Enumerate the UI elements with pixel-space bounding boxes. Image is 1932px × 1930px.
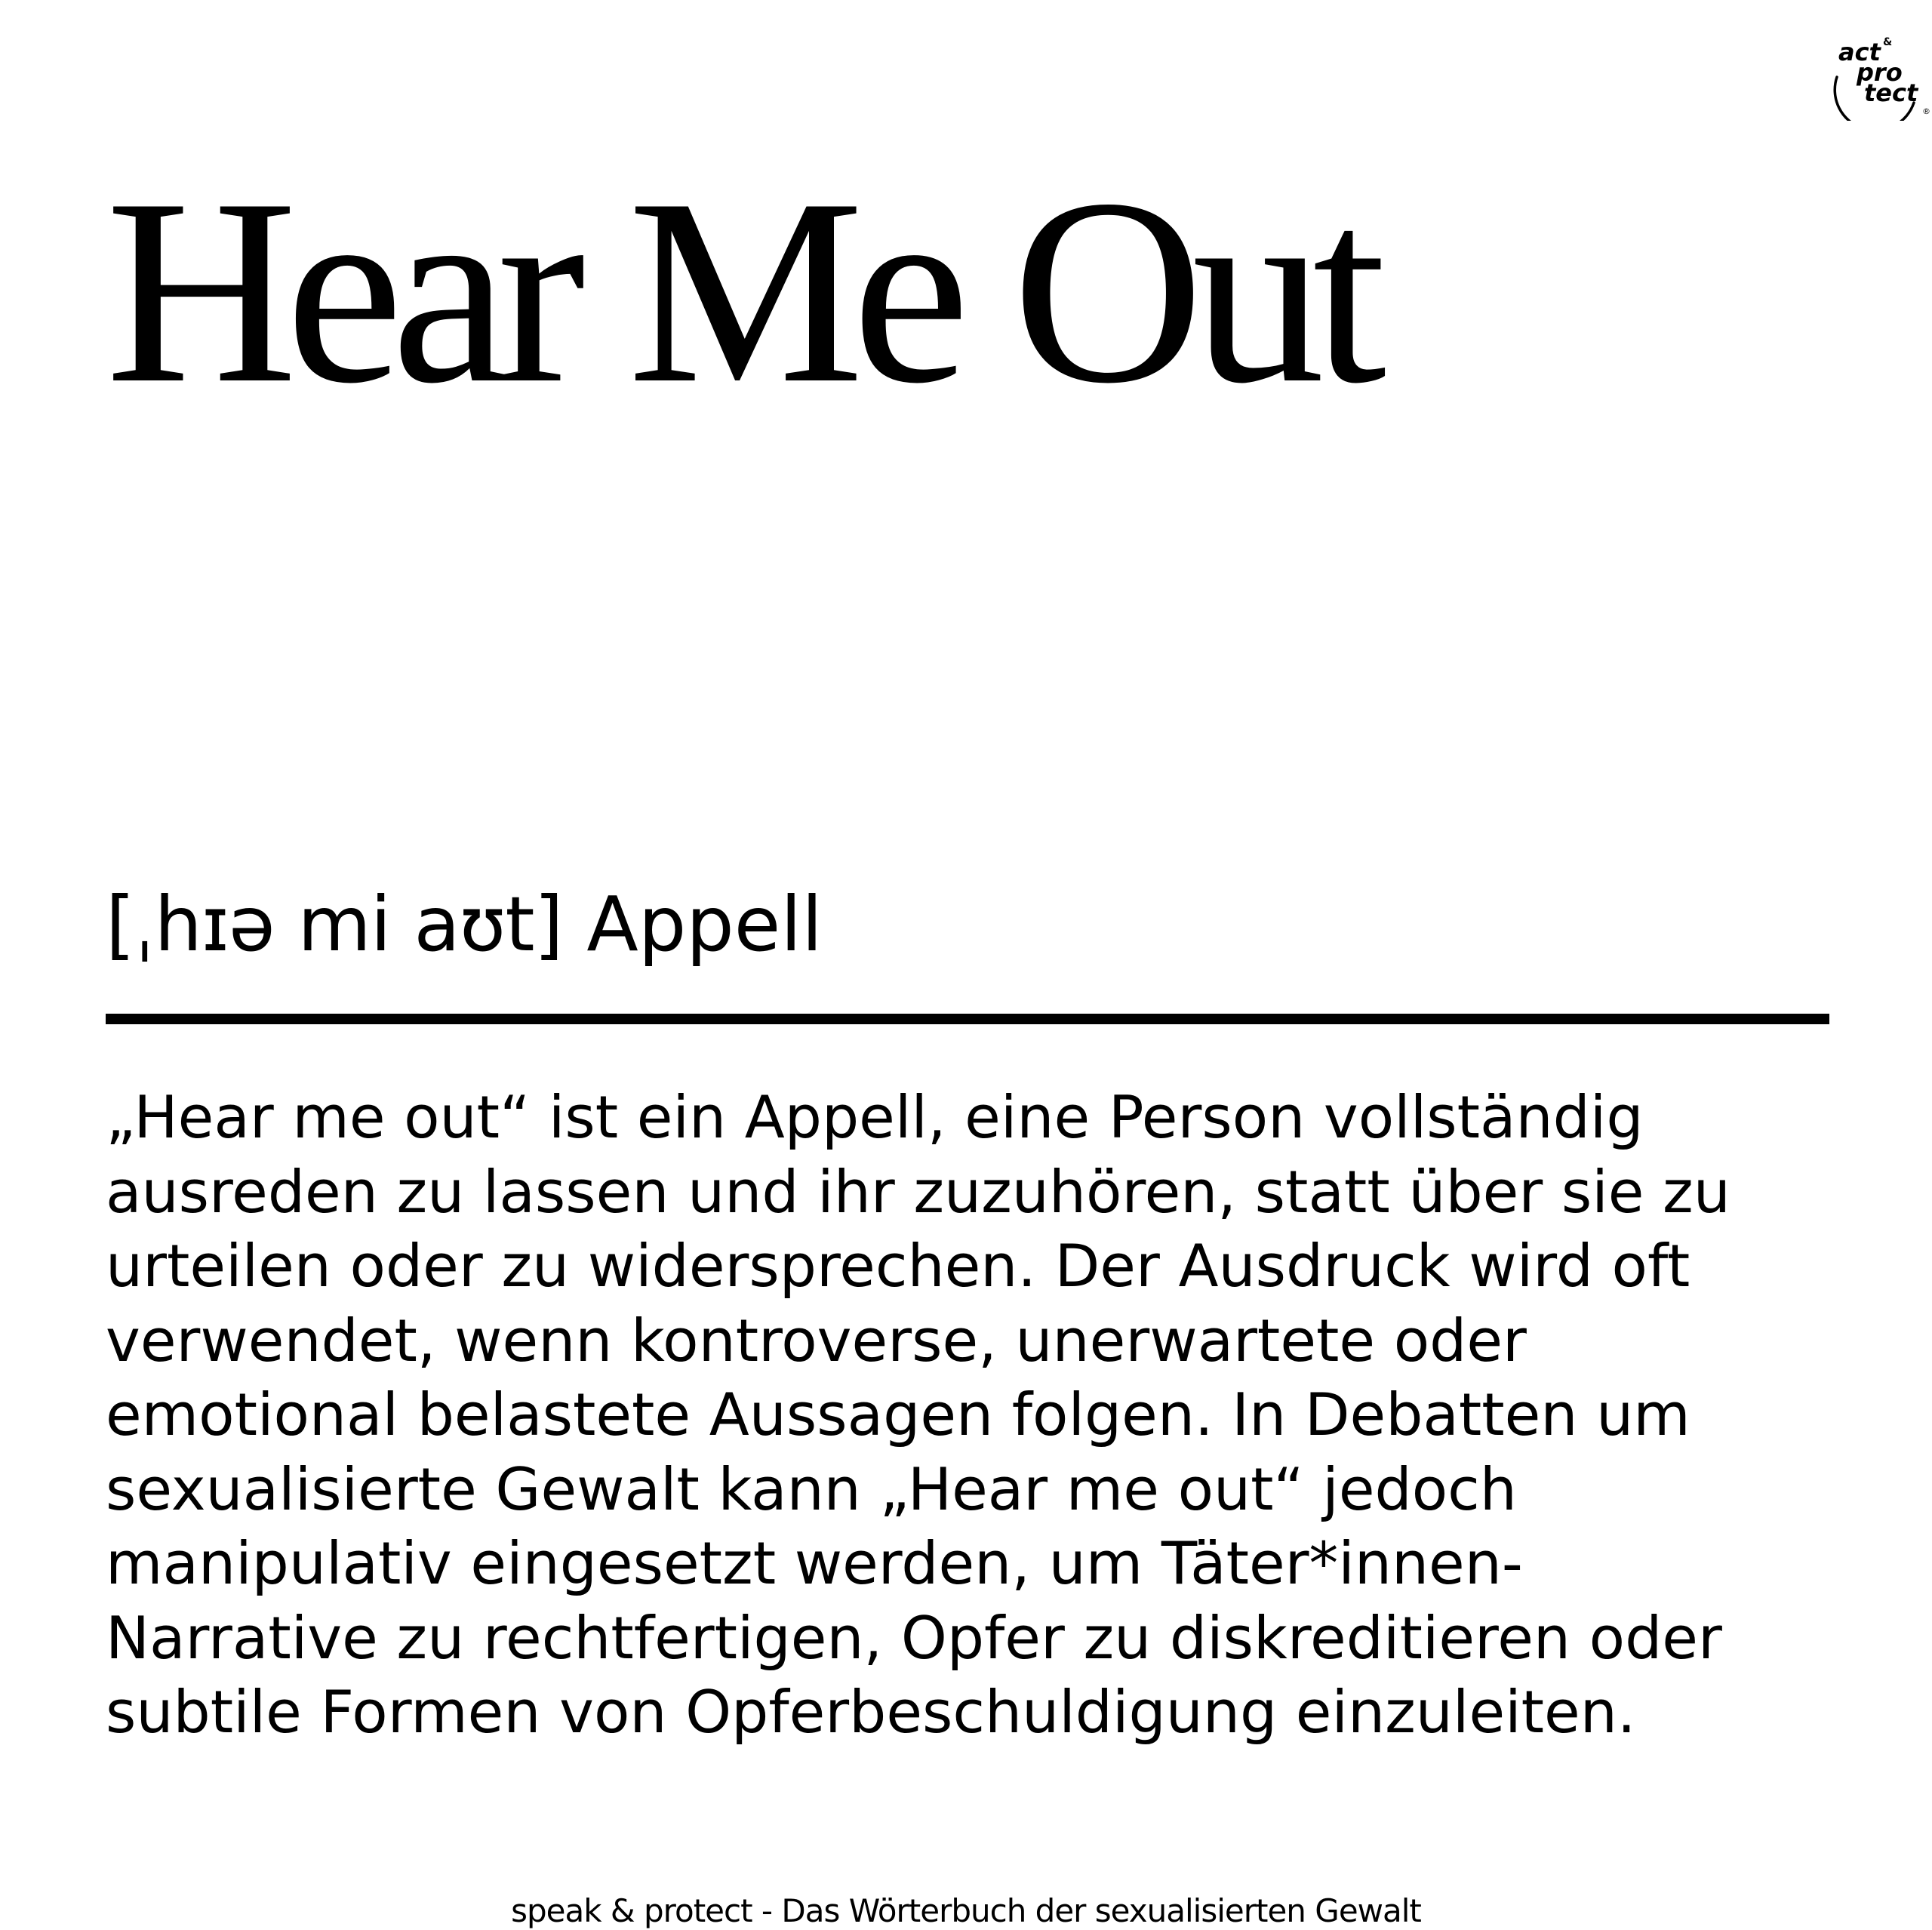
act-and-protect-logo <box>1825 30 1932 121</box>
definition-line: emotional belastete Aussagen folgen. In Debatten um <box>106 1381 1690 1449</box>
divider-rule <box>106 1014 1829 1024</box>
definition-line: manipulativ eingesetzt werden, um Täter*innen- <box>106 1530 1523 1598</box>
definition-text <box>106 1081 1841 1750</box>
definition-line: sexualisierte Gewalt kann „Hear me out“ jedoch <box>106 1455 1517 1524</box>
definition-line: urteilen oder zu widersprechen. Der Ausdruck wird oft <box>106 1233 1690 1301</box>
definition-line: Narrative zu rechtfertigen, Opfer zu diskreditieren oder <box>106 1604 1722 1673</box>
svg-text:&: & <box>1883 36 1893 48</box>
svg-text:®: ® <box>1922 106 1930 116</box>
definition-line: „Hear me out“ ist ein Appell, eine Person vollständig <box>106 1084 1644 1152</box>
svg-text:pro: pro <box>1857 58 1903 87</box>
word-class: Appell <box>586 880 823 968</box>
definition-line: subtile Formen von Opferbeschuldigung einzuleiten. <box>106 1679 1636 1747</box>
pronunciation: [ˌhɪə mi aʊt] <box>106 880 563 968</box>
footer-caption: speak & protect - Das Wörterbuch der sexualisierten Gewalt <box>511 1892 1421 1929</box>
headword-title: Hear Me Out <box>106 144 1375 439</box>
definition-line: ausreden zu lassen und ihr zuzuhören, statt über sie zu <box>106 1158 1730 1227</box>
pronunciation-line <box>106 879 823 970</box>
definition-line: verwendet, wenn kontroverse, unerwartete oder <box>106 1307 1527 1375</box>
svg-text:tect: tect <box>1864 78 1918 107</box>
svg-text:act: act <box>1838 38 1881 66</box>
